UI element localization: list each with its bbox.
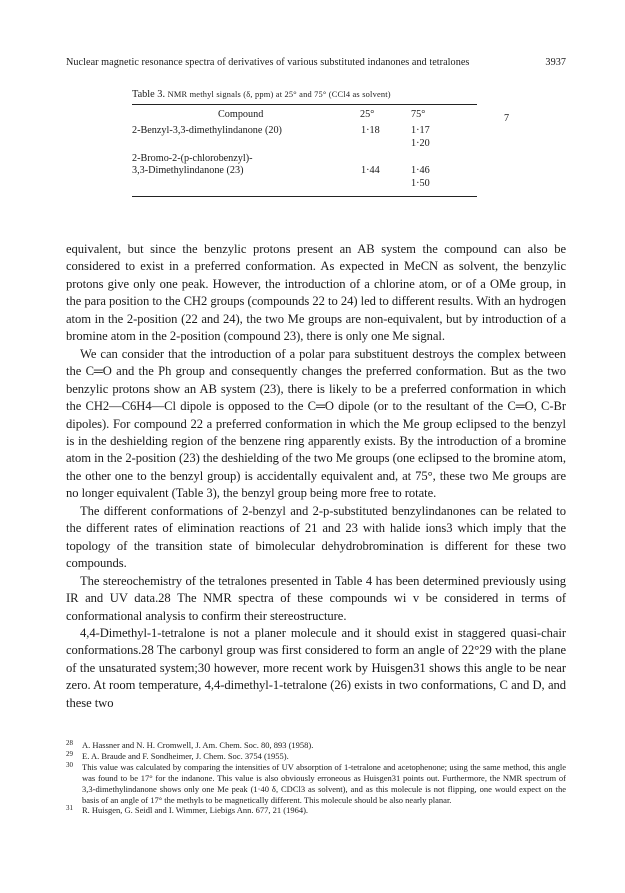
table-top-rule <box>132 104 477 105</box>
table-row-1-compound: 2-Benzyl-3,3-dimethylindanone (20) <box>132 125 282 136</box>
paragraph-5: 4,4-Dimethyl-1-tetralone is not a planer molecule and it should exist in staggered quasi-chair conformations.28 The carbonyl group was first considered to form an angle of 22°29 with the plane of the unsaturated system;30 however, more recent work by Huisgen31 shows this angle to be near zero. At room temperature, 4,4-dimethyl-1-tetralone (26) exists in two conformations, C and D, and these two <box>66 625 566 710</box>
footnote-text: This value was calculated by comparing the intensities of UV absorption of 1-tetralone and acetophenone; using the same method, this angle was found to be 17° for the indanone. This value is also obviously erroneous as Huisgen31 points out. Furthermore, the NMR spectrum of 3,3-dimethylindanone shows only one Me peak (1·40 δ, CDCl3 as solvent), and as this molecule is not flipping, one would expect on the basis of an angle of 17° the methyls to be magnetically different. This molecule should be also nearly planar. <box>82 761 566 805</box>
table-caption-text: NMR methyl signals (δ, ppm) at 25° and 75° (CCl4 as solvent) <box>167 90 391 99</box>
footnote-number: 28 <box>66 739 73 747</box>
table-header-25: 25° <box>360 109 375 120</box>
paragraph-1: equivalent, but since the benzylic protons present an AB system the compound can also be considered to exist in a preferred conformation. As expected in MeCN as solvent, the benzylic protons give only one peak. However, the introduction of a chlorine atom, or of a OMe group, in the para position to the CH2 groups (compounds 22 to 24) led to different results. With an hydrogen atom in the 2-position (22 and 24), the two Me groups are non-equivalent, but by introduction of a bromine atom in the 2-position (compound 23), there is only one Me signal. <box>66 242 566 344</box>
table-row-2-compound-line1: 2-Bromo-2-(p-chlorobenzyl)- <box>132 153 253 164</box>
footnote <box>66 762 566 806</box>
footnote-number: 30 <box>66 760 73 769</box>
table-caption <box>132 89 391 100</box>
table-header-compound: Compound <box>218 109 264 120</box>
table-label: Table 3. <box>132 89 166 100</box>
paragraph-2: We can consider that the introduction of a polar para substituent destroys the complex between the C═O and the Ph group and consequently changes the preferred conformation. But as the two benzylic protons show an AB system (23), there is likely to be a preferred conformation in which the CH2—C6H4—Cl dipole is opposed to the C═O dipole (or to the resultant of the C═O, C-Br dipoles). For compound 22 a preferred conformation in which the Me group eclipsed to the benzyl is in the deshielding region of the benzene ring apparently exists. By the introduction of a bromine atom in the 2-position (23) the deshielding of the two Me groups (one eclipsed to the bromine atom, the other one to the benzyl group) is accidentally equivalent and, at 75°, these two Me groups are no longer equivalent (Table 3), the benzyl group being more free to rotate. <box>66 346 566 501</box>
running-head-title: Nuclear magnetic resonance spectra of derivatives of various substituted indanones and tetralones <box>66 57 470 68</box>
table-row-2-compound-line2: 3,3-Dimethylindanone (23) <box>132 165 244 176</box>
footnote-text: A. Hassner and N. H. Cromwell, J. Am. Chem. Soc. 80, 893 (1958). <box>82 740 314 750</box>
page-number: 3937 <box>545 57 566 68</box>
running-head <box>66 57 566 68</box>
footnote <box>66 805 566 816</box>
footnote-text: E. A. Braude and F. Sondheimer, J. Chem. Soc. 3754 (1955). <box>82 750 289 761</box>
margin-mark: 7 <box>504 113 510 124</box>
paragraph-3: The different conformations of 2-benzyl and 2-p-substituted benzylindanones can be related to the different rates of elimination reactions of 21 and 23 with halide ions3 which imply that the topology of the transition state of bimolecular dehydrobromination is different for these two compounds. <box>66 503 566 571</box>
footnote <box>66 751 566 762</box>
footnote-text: R. Huisgen, G. Seidl and I. Wimmer, Liebigs Ann. 677, 21 (1964). <box>82 805 309 816</box>
footnote <box>66 740 566 751</box>
table-row-1-value-75b: 1·20 <box>411 138 430 149</box>
table-row-1-value-25: 1·18 <box>361 125 380 136</box>
footnote-number: 31 <box>66 804 73 813</box>
table-bottom-rule <box>132 196 477 197</box>
paragraph-4: The stereochemistry of the tetralones presented in Table 4 has been determined previously using IR and UV data.28 The NMR spectra of these compounds wi v be considered in terms of conformational analysis to confirm their stereostructure. <box>66 573 566 623</box>
table-row-2-value-25: 1·44 <box>361 165 380 176</box>
body-text <box>66 241 566 712</box>
table-header-75: 75° <box>411 109 426 120</box>
footnote-number: 29 <box>66 749 73 758</box>
table-row-2-value-75b: 1·50 <box>411 178 430 189</box>
table-row-1-value-75a: 1·17 <box>411 125 430 136</box>
table-row-2-value-75a: 1·46 <box>411 165 430 176</box>
footnotes <box>66 740 566 816</box>
